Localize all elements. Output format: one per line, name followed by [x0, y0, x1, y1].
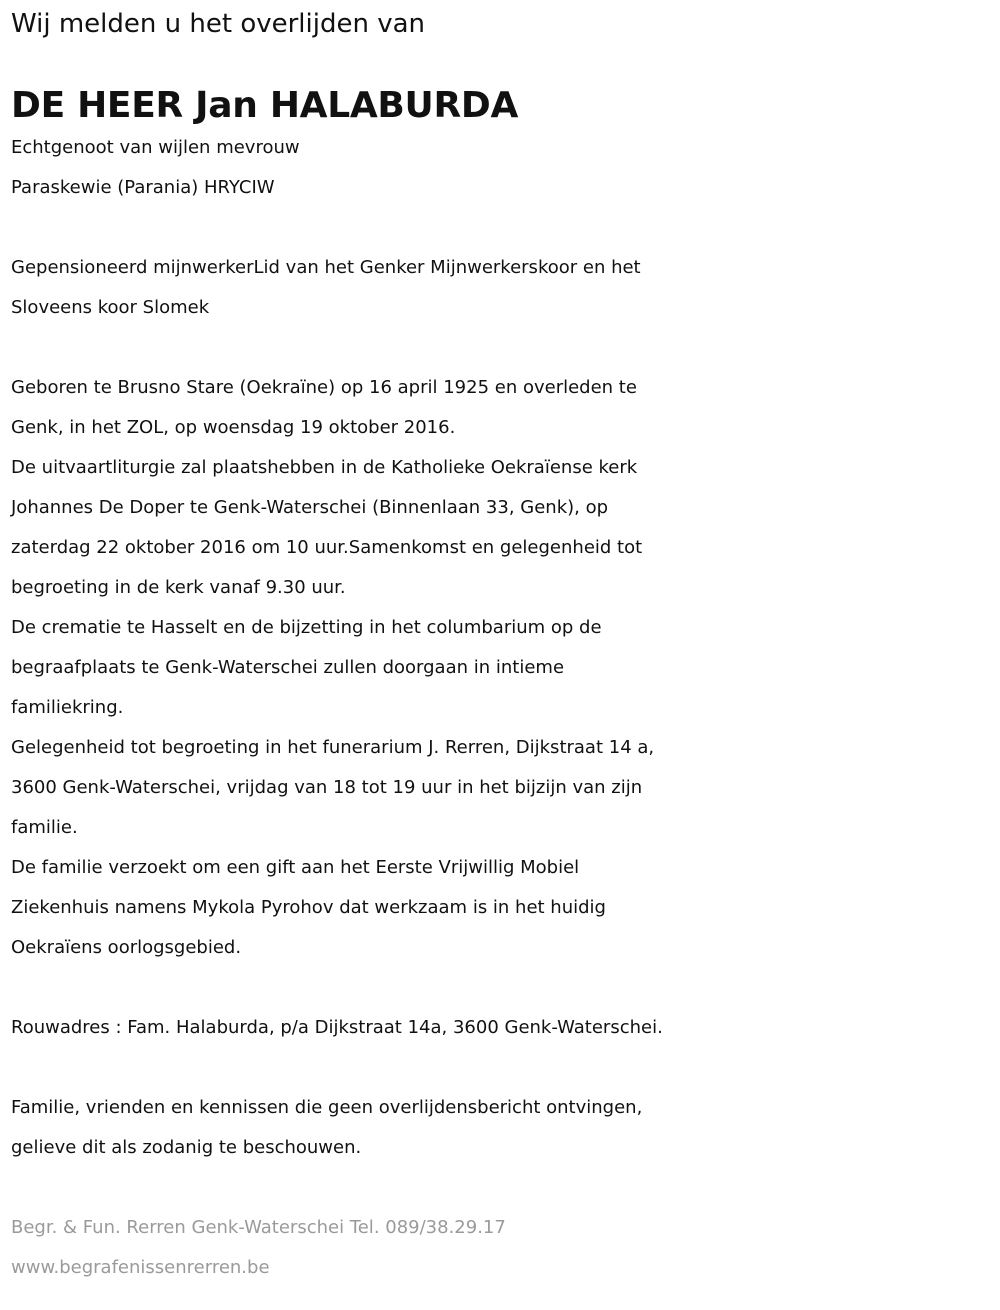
intro-text: Wij melden u het overlijden van — [11, 9, 426, 39]
spacer — [11, 1048, 991, 1088]
mourning-address: Rouwadres : Fam. Halaburda, p/a Dijkstraat 14a, 3600 Genk-Waterschei. — [11, 1017, 663, 1038]
body-line: familiekring. — [11, 697, 124, 718]
body-line: begroeting in de kerk vanaf 9.30 uur. — [11, 577, 346, 598]
body-line: De familie verzoekt om een gift aan het Eerste Vrijwillig Mobiel — [11, 857, 580, 878]
funeral-home-contact: Begr. & Fun. Rerren Genk-Waterschei Tel. 089/38.29.17 — [11, 1217, 506, 1238]
body-line: familie. — [11, 817, 78, 838]
notice-body — [11, 368, 991, 968]
body-line: Gelegenheid tot begroeting in het funerarium J. Rerren, Dijkstraat 14 a, — [11, 737, 655, 758]
closing-line-2: gelieve dit als zodanig te beschouwen. — [11, 1137, 362, 1158]
body-line: De crematie te Hasselt en de bijzetting in het columbarium op de — [11, 617, 602, 638]
death-notice — [11, 0, 991, 1288]
deceased-name: DE HEER Jan HALABURDA — [11, 85, 519, 126]
body-line: Geboren te Brusno Stare (Oekraïne) op 16 april 1925 en overleden te — [11, 377, 637, 398]
closing-line-1: Familie, vrienden en kennissen die geen overlijdensbericht ontvingen, — [11, 1097, 643, 1118]
body-line: 3600 Genk-Waterschei, vrijdag van 18 tot 19 uur in het bijzijn van zijn — [11, 777, 643, 798]
body-line: Genk, in het ZOL, op woensdag 19 oktober 2016. — [11, 417, 456, 438]
occupation-line-2: Sloveens koor Slomek — [11, 297, 210, 318]
spacer — [11, 968, 991, 1008]
occupation-line-1: Gepensioneerd mijnwerkerLid van het Genker Mijnwerkerskoor en het — [11, 257, 641, 278]
body-line: De uitvaartliturgie zal plaatshebben in de Katholieke Oekraïense kerk — [11, 457, 638, 478]
body-line: Oekraïens oorlogsgebied. — [11, 937, 242, 958]
body-line: zaterdag 22 oktober 2016 om 10 uur.Samenkomst en gelegenheid tot — [11, 537, 643, 558]
spouse-line-1: Echtgenoot van wijlen mevrouw — [11, 137, 300, 158]
body-line: Ziekenhuis namens Mykola Pyrohov dat werkzaam is in het huidig — [11, 897, 606, 918]
body-line: begraafplaats te Genk-Waterschei zullen doorgaan in intieme — [11, 657, 565, 678]
spacer — [11, 328, 991, 368]
body-line: Johannes De Doper te Genk-Waterschei (Binnenlaan 33, Genk), op — [11, 497, 609, 518]
spouse-line-2: Paraskewie (Parania) HRYCIW — [11, 177, 275, 198]
spacer — [11, 1168, 991, 1208]
funeral-home-website[interactable]: www.begrafenissenrerren.be — [11, 1257, 270, 1278]
spacer — [11, 208, 991, 248]
